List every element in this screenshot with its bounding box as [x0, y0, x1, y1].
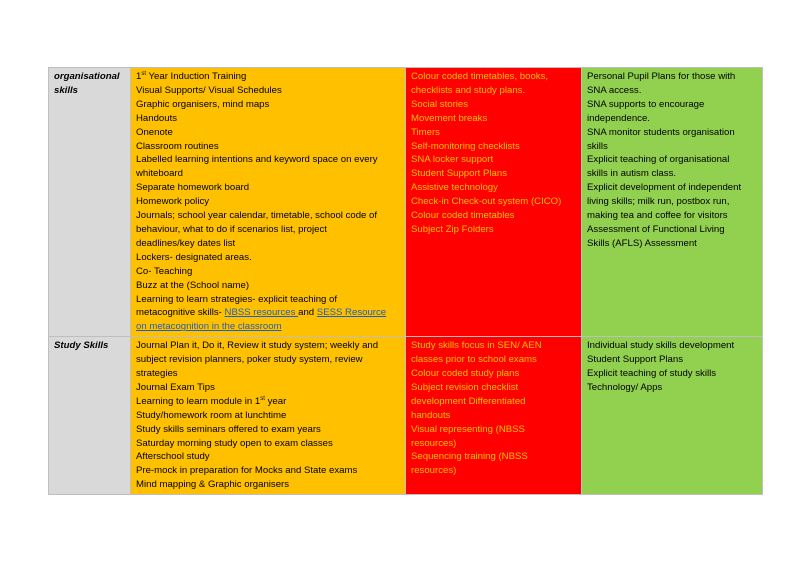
- green-line: Explicit development of independent: [587, 182, 742, 194]
- red-line: development Differentiated: [411, 395, 526, 407]
- green-line: skills in autism class.: [587, 168, 677, 180]
- red-line: resources): [411, 465, 457, 477]
- amber-lines: [136, 339, 401, 395]
- green-lines: [587, 70, 758, 251]
- red-line: resources): [411, 437, 457, 449]
- amber-line: Study skills seminars offered to exam years: [136, 423, 321, 435]
- amber-line: Graphic organisers, mind maps: [136, 98, 270, 110]
- amber-line: Journals; school year calendar, timetable, school code of: [136, 210, 378, 222]
- green-line: Technology/ Apps: [587, 381, 663, 393]
- skill-name-line: organisational: [54, 71, 120, 82]
- red-line: Visual representing (NBSS: [411, 423, 525, 435]
- red-line: handouts: [411, 409, 451, 421]
- individual-supports-cell: [582, 68, 763, 337]
- sess-resource-link-cont[interactable]: on metacognition in the classroom: [136, 321, 282, 333]
- amber-line: 1st Year Induction Training: [136, 70, 247, 82]
- amber-line: deadlines/key dates list: [136, 237, 236, 249]
- red-line: Subject revision checklist: [411, 381, 519, 393]
- green-line: independence.: [587, 112, 650, 124]
- individual-supports-cell: [582, 337, 763, 495]
- red-line: checklists and study plans.: [411, 84, 526, 96]
- red-line: Movement breaks: [411, 112, 488, 124]
- red-line: Sequencing training (NBSS: [411, 451, 528, 463]
- amber-line: Visual Supports/ Visual Schedules: [136, 84, 282, 96]
- amber-line: Study/homework room at lunchtime: [136, 409, 287, 421]
- red-lines: [411, 339, 577, 478]
- green-line: SNA access.: [587, 84, 642, 96]
- amber-line: Pre-mock in preparation for Mocks and State exams: [136, 465, 358, 477]
- amber-lines: [136, 84, 401, 307]
- green-line: SNA supports to encourage: [587, 98, 705, 110]
- amber-line: Lockers- designated areas.: [136, 251, 252, 263]
- green-line: making tea and coffee for visitors: [587, 210, 728, 222]
- amber-line: Handouts: [136, 112, 178, 124]
- red-line: Timers: [411, 126, 440, 138]
- skill-name-cell: [49, 68, 131, 337]
- amber-line: Homework policy: [136, 196, 210, 208]
- skill-name-line: Study Skills: [54, 340, 109, 352]
- red-line: Assistive technology: [411, 182, 498, 194]
- amber-line: Learning to learn module in 1st year: [136, 395, 287, 407]
- amber-line: Learning to learn strategies- explicit teaching of: [136, 293, 338, 305]
- amber-line: behaviour, what to do if scenarios list, project: [136, 223, 327, 235]
- amber-line: Labelled learning intentions and keyword space on every: [136, 154, 378, 166]
- amber-line: subject revision planners, poker study system, review: [136, 354, 363, 366]
- green-line: SNA monitor students organisation: [587, 126, 735, 138]
- amber-line: [136, 320, 401, 334]
- green-line: Explicit teaching of organisational: [587, 154, 730, 166]
- sess-resource-link[interactable]: SESS Resource: [316, 307, 387, 319]
- skill-name-line: skills: [54, 84, 79, 96]
- red-line: Colour coded timetables: [411, 210, 515, 222]
- amber-line: strategies: [136, 368, 178, 380]
- table-row-organisational: [49, 68, 763, 337]
- amber-line: Saturday morning study open to exam classes: [136, 437, 333, 449]
- red-line: Check-in Check-out system (CICO): [411, 196, 562, 208]
- red-line: Study skills focus in SEN/ AEN: [411, 340, 542, 352]
- red-line: Social stories: [411, 98, 469, 110]
- red-lines: [411, 70, 577, 237]
- green-line: Individual study skills development: [587, 340, 735, 352]
- skill-name-cell: [49, 337, 131, 495]
- amber-line: Classroom routines: [136, 140, 219, 152]
- red-line: Student Support Plans: [411, 168, 508, 180]
- nbss-resources-link[interactable]: NBSS resources: [224, 307, 299, 319]
- amber-line: Mind mapping & Graphic organisers: [136, 479, 290, 491]
- amber-lines: [136, 409, 401, 492]
- whole-school-supports-cell: [131, 337, 406, 495]
- whole-school-supports-cell: [131, 68, 406, 337]
- red-line: classes prior to school exams: [411, 354, 537, 366]
- targeted-supports-cell: [406, 337, 582, 495]
- red-line: Colour coded timetables, books,: [411, 71, 549, 82]
- supports-table: [48, 67, 763, 495]
- red-line: Colour coded study plans: [411, 368, 520, 380]
- green-line: Skills (AFLS) Assessment: [587, 237, 697, 249]
- amber-line: whiteboard: [136, 168, 183, 180]
- green-line: Personal Pupil Plans for those with: [587, 71, 736, 82]
- green-line: Assessment of Functional Living: [587, 223, 725, 235]
- green-line: living skills; milk run, postbox run,: [587, 196, 730, 208]
- green-line: Explicit teaching of study skills: [587, 368, 717, 380]
- amber-line: Journal Exam Tips: [136, 381, 215, 393]
- table-row-study-skills: [49, 337, 763, 495]
- amber-line: Afterschool study: [136, 451, 210, 463]
- red-line: SNA locker support: [411, 154, 494, 166]
- amber-line: Journal Plan it, Do it, Review it study system; weekly and: [136, 340, 379, 352]
- red-line: Self-monitoring checklists: [411, 140, 520, 152]
- amber-line: Separate homework board: [136, 182, 250, 194]
- green-lines: [587, 339, 758, 395]
- amber-line: Buzz at the (School name): [136, 279, 250, 291]
- green-line: Student Support Plans: [587, 354, 684, 366]
- targeted-supports-cell: [406, 68, 582, 337]
- green-line: skills: [587, 140, 608, 152]
- amber-line: Co- Teaching: [136, 265, 193, 277]
- amber-line: metacognitive skills- NBSS resources and SESS Resource: [136, 307, 387, 319]
- red-line: Subject Zip Folders: [411, 223, 494, 235]
- amber-line: Onenote: [136, 126, 173, 138]
